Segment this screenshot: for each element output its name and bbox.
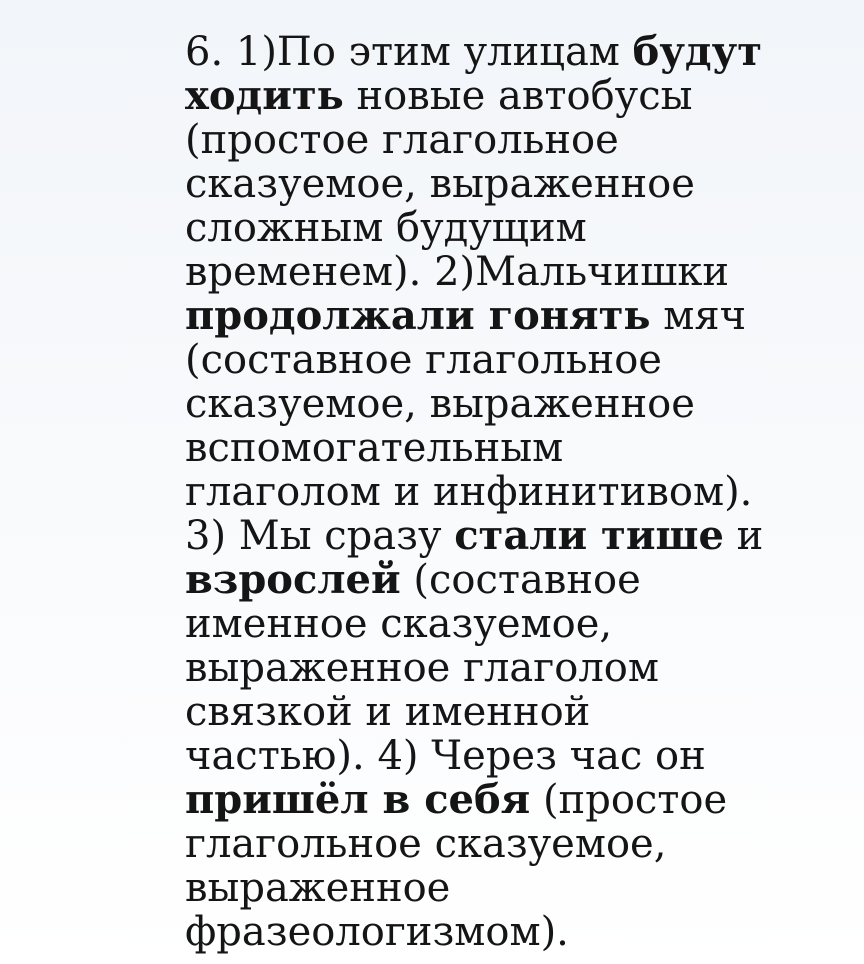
sentence-text: (простое глагольное — [185, 117, 619, 163]
answer-line — [185, 910, 825, 954]
answer-line — [185, 74, 825, 118]
answer-line — [185, 338, 825, 382]
sentence-text: глаголом и инфинитивом). — [185, 469, 753, 515]
sentence-text: связкой и именной — [185, 689, 591, 735]
answer-line — [185, 646, 825, 690]
answer-line — [185, 558, 825, 602]
answer-line — [185, 30, 825, 74]
sentence-text: новые автобусы — [343, 73, 693, 119]
answer-line — [185, 294, 825, 338]
predicate-text: взрослей — [185, 556, 401, 603]
sentence-text: временем). 2)Мальчишки — [185, 249, 730, 295]
answer-line — [185, 778, 825, 822]
predicate-text: будут — [632, 30, 762, 75]
answer-page — [185, 30, 825, 964]
answer-line — [185, 162, 825, 206]
sentence-text: (простое — [530, 777, 728, 823]
answer-line — [185, 514, 825, 558]
answer-line — [185, 690, 825, 734]
predicate-text: пришёл в себя — [185, 776, 531, 823]
answer-line — [185, 382, 825, 426]
sentence-text: и — [723, 513, 764, 559]
answer-line — [185, 734, 825, 778]
answer-line — [185, 118, 825, 162]
sentence-text: сказуемое, выраженное — [185, 161, 695, 207]
answer-line — [185, 822, 825, 866]
predicate-text: ходить — [185, 72, 344, 119]
sentence-text: сказуемое, выраженное — [185, 381, 695, 427]
sentence-text: мяч — [650, 293, 747, 339]
sentence-text: фразеологизмом). — [185, 909, 569, 955]
sentence-text: выраженное — [185, 865, 451, 911]
sentence-text: именное сказуемое, — [185, 601, 613, 647]
sentence-text: вспомогательным — [185, 425, 564, 471]
answer-line — [185, 470, 825, 514]
sentence-text: выраженное глаголом — [185, 645, 659, 691]
answer-line — [185, 250, 825, 294]
sentence-text: глагольное сказуемое, — [185, 821, 667, 867]
answer-line — [185, 866, 825, 910]
predicate-text: стали тише — [454, 512, 724, 559]
answer-line — [185, 206, 825, 250]
sentence-text: 6. 1)По этим улицам — [185, 30, 633, 75]
sentence-text: 3) Мы сразу — [185, 513, 455, 559]
answer-text — [185, 30, 825, 954]
answer-line — [185, 426, 825, 470]
sentence-text: сложным будущим — [185, 205, 587, 251]
sentence-text: (составное глагольное — [185, 337, 662, 383]
predicate-text: продолжали гонять — [185, 292, 651, 339]
sentence-text: (составное — [400, 557, 641, 603]
sentence-text: частью). 4) Через час он — [185, 733, 706, 779]
answer-line — [185, 602, 825, 646]
